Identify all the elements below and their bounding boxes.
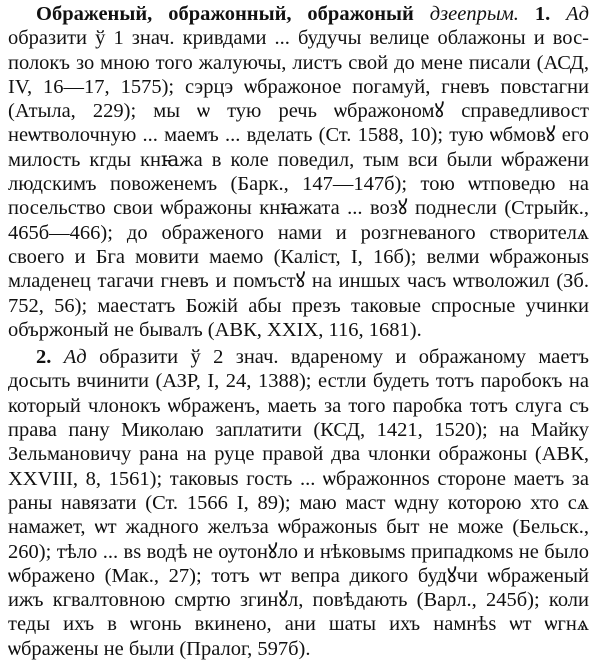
sense-label: Ад — [566, 3, 590, 25]
sense-text: образити ў 1 знач. кривдами ... будучы велице облажоны и восполокъ зо мною того жалуючы, листъ свой до мене писали (АСД, IV, 16—17, 1575); сэрцэ ѡбражоное погамуй, гневъ повстагни (Атыла, 229); мы ѡ тую речь ѡбражономꙋ справедливост неѡтволочную ... маемъ ... вделать (Ст. 1588, 10); тую ѡбмовꙋ его милость кгды кнꙗжа в коле поведил, тым вси были ѡбражени людскимъ повоженемъ (Барк., 147—147б); тою ѡтповедю на посельство свои ѡбражоны кнꙗжата ... возꙋ поднесли (Стрыйк., 465б—466); до ображеного нами и розгневаного створителѧ своего и Бга мовити маемо (Калiст, I, 16б); велми ѡбражоныs младенец тагачи гневъ и помъстꙋ на иншых часъ ѡтволожил (Зб. 752, 56); маестатъ Божiй абы презъ таковые спросные учинки обържоный не бывалъ (АВК, XXIX, 116, 1681). — [8, 27, 589, 341]
sense-number: 2. — [36, 346, 52, 369]
sense-text: образити ў 2 знач. вдареному и ображаному маетъ досыть вчинити (АЗР, I, 24, 1388); естли будеть тотъ паробокъ на который члонокъ ѡбраженъ, маеть за того паробка тотъ слуга съ права пану Миколаю заплатити (КСД, 1421, 1520); на Майку Зельмановичу рана на руце правой два члонки ображоны (АВК, XXVIII, 8, 1561); таковыs гость ... ѡбражонноs стороне маетъ за раны навязати (Ст. 1566 I, 89); маю маст ѡдну которою хто сѧ намажет, ѡт жадного желъза ѡбражоныs быт не може (Бельск., 260); тѣло ... вs водѣ не оутонꙋло и нѣковымs припадкомs не было ѡбражено (Мак., 27); тотъ ѡт вепра дикого будꙋчи ѡбраженый ижъ кгвалтовною смртю згинꙋл, повѣдають (Варл., 245б); коли теды ихъ в ѡгонь вкинено, ани шаты ихъ намнѣs ѡт ѡгнѧ ѡбражены не были (Пралог, 597б). — [8, 346, 590, 660]
headword: Ображеный, ображонный, ображоный — [36, 3, 414, 25]
sense-number: 1. — [534, 3, 551, 25]
dictionary-entry-sense-2 — [8, 345, 589, 661]
part-of-speech-label: дзеепрым. — [429, 3, 519, 25]
sense-label: Ад — [63, 346, 87, 369]
dictionary-entry-sense-1 — [8, 2, 589, 342]
